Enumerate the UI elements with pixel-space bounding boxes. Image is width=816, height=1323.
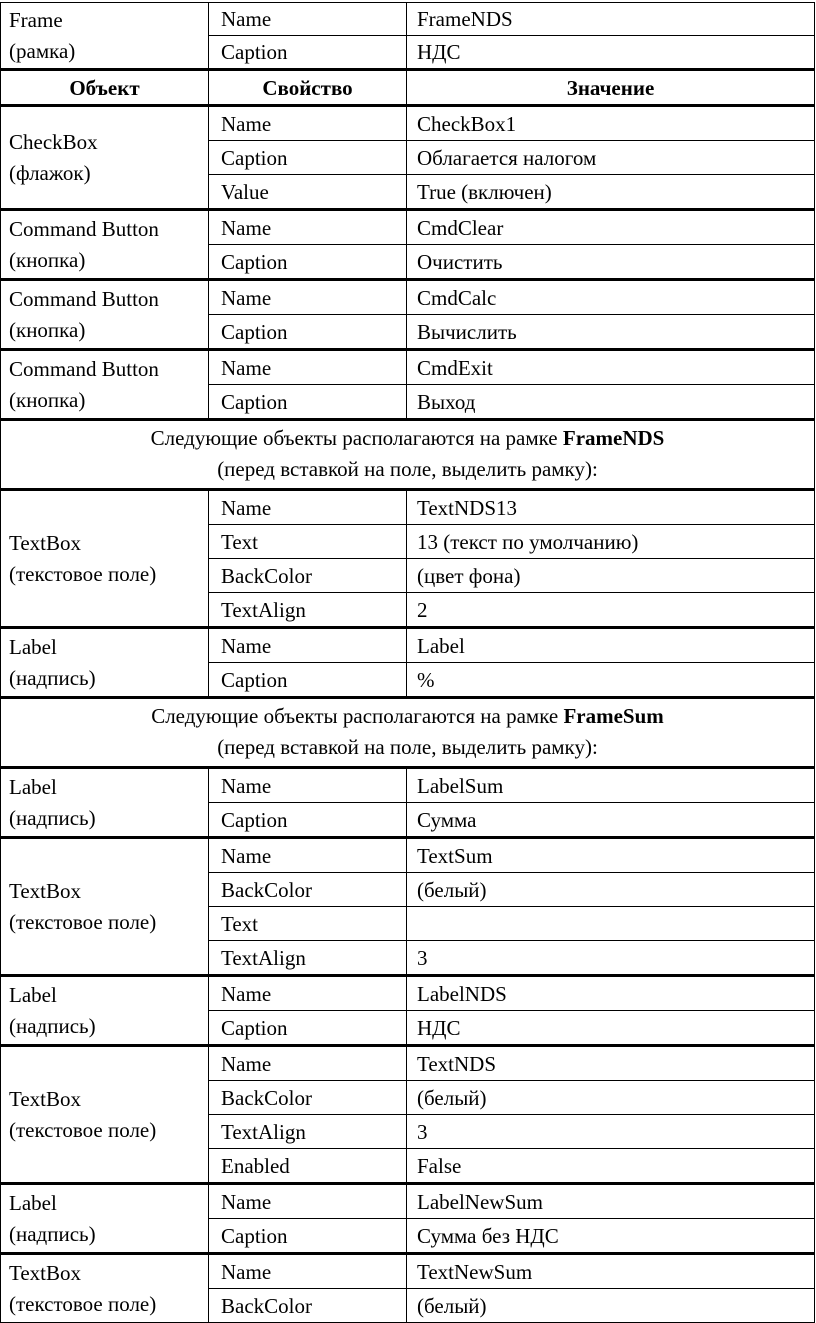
value-cell: 2: [407, 593, 815, 628]
note-prefix: Следующие объекты располагаются на рамке: [150, 426, 563, 450]
value-cell: (белый): [407, 1289, 815, 1323]
value-cell: LabelNewSum: [407, 1184, 815, 1219]
property-cell: Caption: [209, 315, 407, 350]
property-cell: BackColor: [209, 559, 407, 593]
object-cell: [1, 3, 209, 70]
object-type-ru: (текстовое поле): [9, 1291, 157, 1316]
object-type: Command Button: [9, 356, 159, 381]
value-cell: %: [407, 663, 815, 698]
object-cell: [1, 350, 209, 420]
value-cell: Очистить: [407, 245, 815, 280]
value-cell: [407, 907, 815, 941]
table-row: [1, 1254, 815, 1289]
value-cell: CmdExit: [407, 350, 815, 385]
value-cell: CmdClear: [407, 210, 815, 245]
header-object: Объект: [1, 70, 209, 106]
object-type-ru: (надпись): [9, 1013, 96, 1038]
property-cell: TextAlign: [209, 593, 407, 628]
property-cell: Caption: [209, 803, 407, 838]
table-row: [1, 490, 815, 525]
value-cell: TextNDS: [407, 1046, 815, 1081]
property-cell: Name: [209, 1184, 407, 1219]
object-type-ru: (текстовое поле): [9, 1117, 157, 1142]
object-cell: [1, 280, 209, 350]
object-type: Command Button: [9, 286, 159, 311]
object-cell: [1, 106, 209, 210]
object-type-ru: (кнопка): [9, 247, 86, 272]
value-cell: (белый): [407, 1081, 815, 1115]
table-row: [1, 106, 815, 141]
property-cell: Text: [209, 525, 407, 559]
value-cell: TextNDS13: [407, 490, 815, 525]
value-cell: True (включен): [407, 175, 815, 210]
table-row: [1, 628, 815, 663]
value-cell: (белый): [407, 873, 815, 907]
object-type-ru: (текстовое поле): [9, 909, 157, 934]
object-type-ru: (надпись): [9, 665, 96, 690]
properties-table-body: [1, 3, 815, 1323]
property-cell: TextAlign: [209, 941, 407, 976]
value-cell: 3: [407, 941, 815, 976]
note-row: [1, 420, 815, 490]
object-type-ru: (кнопка): [9, 387, 86, 412]
note-frame-name: FrameNDS: [562, 426, 665, 450]
property-cell: Value: [209, 175, 407, 210]
property-cell: Name: [209, 350, 407, 385]
property-cell: Name: [209, 628, 407, 663]
object-cell: [1, 1046, 209, 1184]
value-cell: Облагается налогом: [407, 141, 815, 175]
property-cell: TextAlign: [209, 1115, 407, 1149]
object-cell: [1, 1254, 209, 1323]
property-cell: Name: [209, 1254, 407, 1289]
object-type: Frame: [9, 7, 63, 32]
property-cell: Caption: [209, 1011, 407, 1046]
table-row: [1, 768, 815, 803]
object-cell: [1, 210, 209, 280]
value-cell: Label: [407, 628, 815, 663]
property-cell: BackColor: [209, 873, 407, 907]
property-cell: Caption: [209, 245, 407, 280]
note-line-2: (перед вставкой на поле, выделить рамку):: [217, 735, 598, 759]
table-row: [1, 3, 815, 36]
object-type: TextBox: [9, 878, 82, 903]
object-type-ru: (текстовое поле): [9, 561, 157, 586]
table-header-row: [1, 70, 815, 106]
note-frame-name: FrameSum: [563, 704, 664, 728]
property-cell: Name: [209, 280, 407, 315]
table-row: [1, 280, 815, 315]
object-type: Command Button: [9, 216, 159, 241]
value-cell: Сумма без НДС: [407, 1219, 815, 1254]
object-type: CheckBox: [9, 129, 98, 154]
table-row: [1, 1184, 815, 1219]
value-cell: Выход: [407, 385, 815, 420]
value-cell: False: [407, 1149, 815, 1184]
property-cell: Name: [209, 106, 407, 141]
value-cell: TextSum: [407, 838, 815, 873]
table-row: [1, 838, 815, 873]
properties-table: [0, 2, 815, 1323]
property-cell: Name: [209, 210, 407, 245]
object-type-ru: (кнопка): [9, 317, 86, 342]
object-type-ru: (флажок): [9, 160, 91, 185]
property-cell: Caption: [209, 663, 407, 698]
object-type: TextBox: [9, 1086, 82, 1111]
object-cell: [1, 628, 209, 698]
value-cell: 13 (текст по умолчанию): [407, 525, 815, 559]
note-row: [1, 698, 815, 768]
value-cell: LabelNDS: [407, 976, 815, 1011]
property-cell: Caption: [209, 1219, 407, 1254]
property-cell: Name: [209, 838, 407, 873]
table-row: [1, 210, 815, 245]
object-cell: [1, 838, 209, 976]
table-row: [1, 1046, 815, 1081]
object-cell: [1, 1184, 209, 1254]
property-cell: Name: [209, 490, 407, 525]
property-cell: Caption: [209, 36, 407, 70]
value-cell: TextNewSum: [407, 1254, 815, 1289]
header-property: Свойство: [209, 70, 407, 106]
object-type-ru: (надпись): [9, 805, 96, 830]
object-cell: [1, 768, 209, 838]
object-type: Label: [9, 1190, 57, 1215]
value-cell: 3: [407, 1115, 815, 1149]
value-cell: НДС: [407, 36, 815, 70]
object-cell: [1, 490, 209, 628]
value-cell: Вычислить: [407, 315, 815, 350]
value-cell: НДС: [407, 1011, 815, 1046]
property-cell: Name: [209, 976, 407, 1011]
note-line-2: (перед вставкой на поле, выделить рамку):: [217, 457, 598, 481]
property-cell: Enabled: [209, 1149, 407, 1184]
table-row: [1, 976, 815, 1011]
property-cell: Caption: [209, 385, 407, 420]
object-type: Label: [9, 774, 57, 799]
note-cell: [1, 698, 815, 768]
property-cell: Name: [209, 768, 407, 803]
note-line-1: [1, 423, 814, 454]
property-cell: BackColor: [209, 1081, 407, 1115]
property-cell: BackColor: [209, 1289, 407, 1323]
property-cell: Text: [209, 907, 407, 941]
value-cell: LabelSum: [407, 768, 815, 803]
table-row: [1, 350, 815, 385]
note-line-1: [1, 701, 814, 732]
value-cell: Сумма: [407, 803, 815, 838]
property-cell: Name: [209, 3, 407, 36]
value-cell: CmdCalc: [407, 280, 815, 315]
value-cell: FrameNDS: [407, 3, 815, 36]
value-cell: CheckBox1: [407, 106, 815, 141]
property-cell: Name: [209, 1046, 407, 1081]
object-type: TextBox: [9, 530, 82, 555]
property-cell: Caption: [209, 141, 407, 175]
object-type-ru: (рамка): [9, 38, 76, 63]
header-value: Значение: [407, 70, 815, 106]
object-type: TextBox: [9, 1260, 82, 1285]
object-type-ru: (надпись): [9, 1221, 96, 1246]
value-cell: (цвет фона): [407, 559, 815, 593]
object-type: Label: [9, 634, 57, 659]
object-type: Label: [9, 982, 57, 1007]
note-prefix: Следующие объекты располагаются на рамке: [151, 704, 564, 728]
note-cell: [1, 420, 815, 490]
object-cell: [1, 976, 209, 1046]
